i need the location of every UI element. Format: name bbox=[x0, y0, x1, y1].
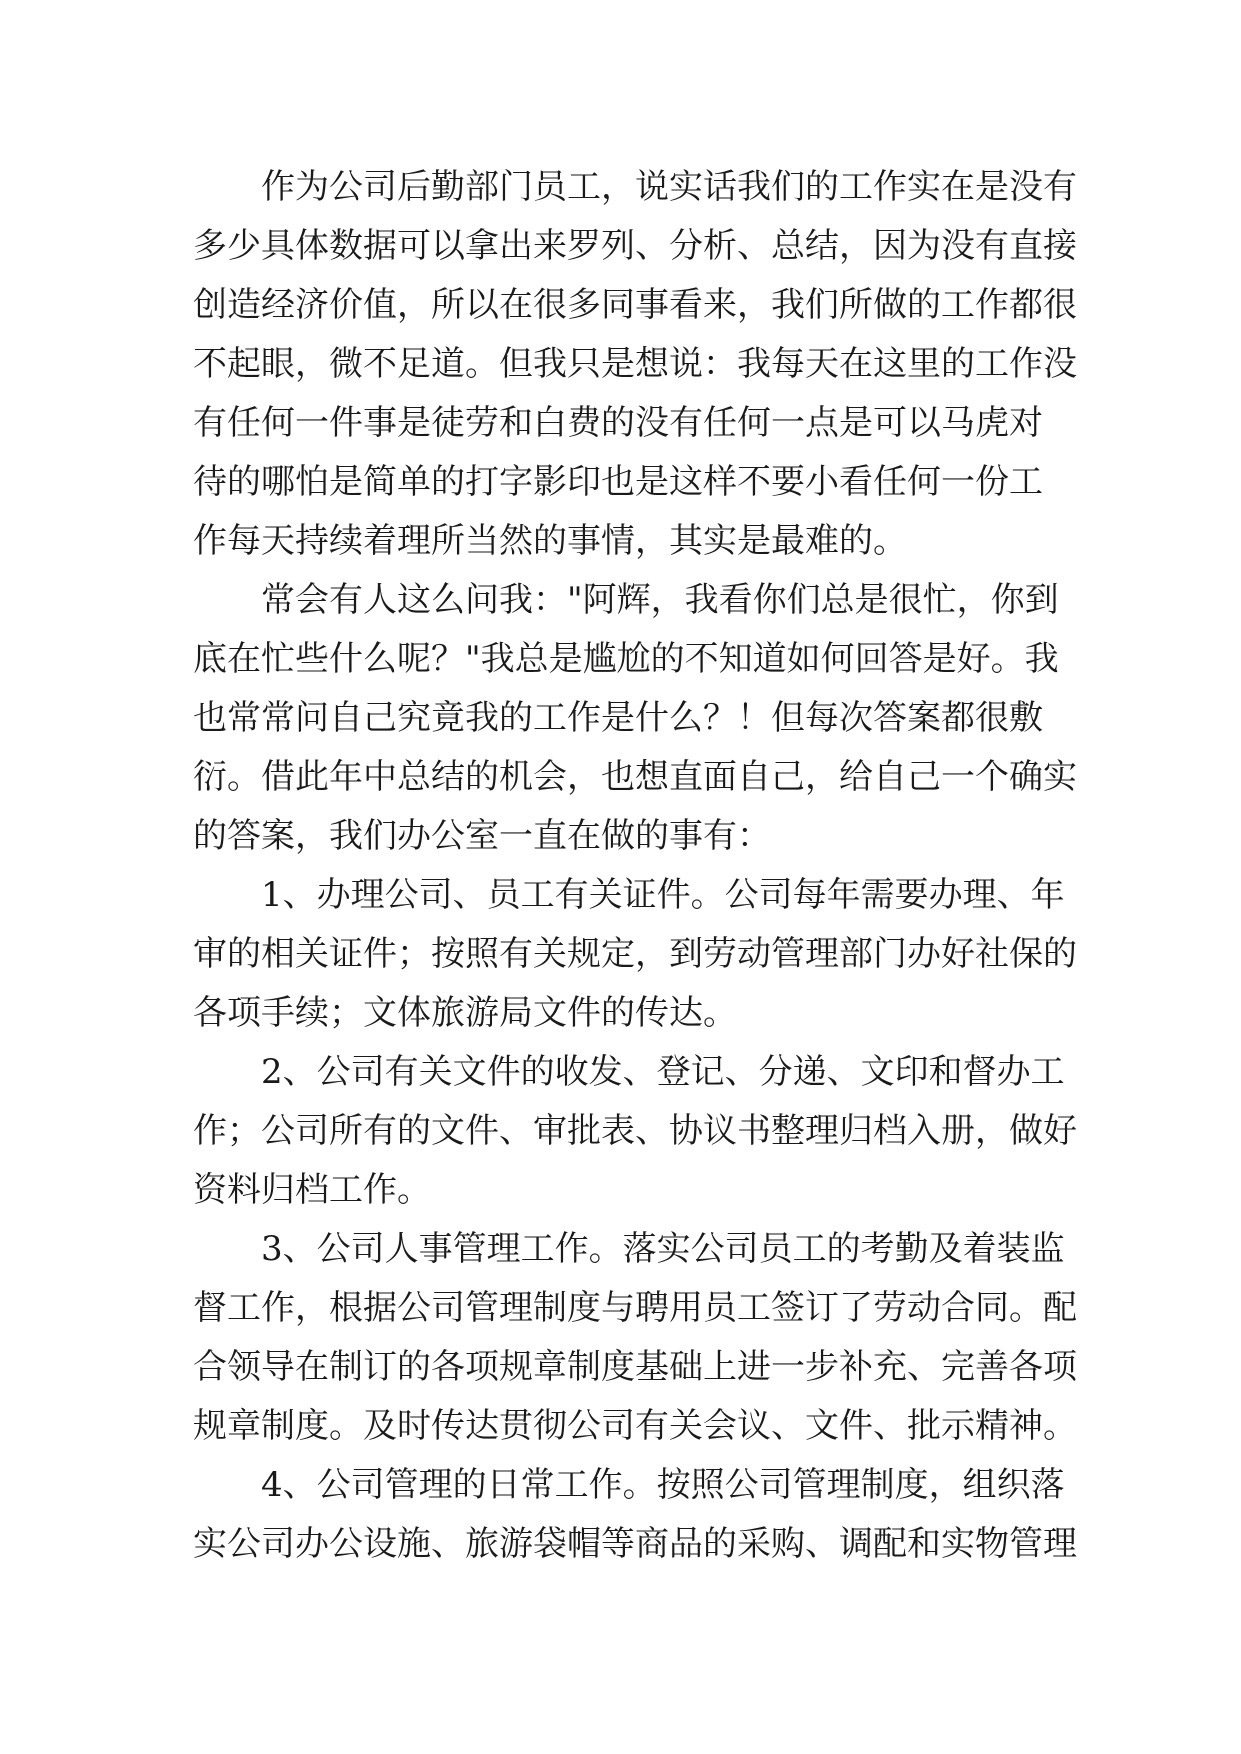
paragraph bbox=[193, 1043, 1077, 1220]
text-line: 创造经济价值，所以在很多同事看来，我们所做的工作都很 bbox=[193, 285, 1077, 325]
text-line: 督工作，根据公司管理制度与聘用员工签订了劳动合同。配 bbox=[193, 1288, 1077, 1328]
text-line: 2、公司有关文件的收发、登记、分递、文印和督办工 bbox=[193, 1052, 1065, 1092]
paragraph bbox=[193, 158, 1077, 571]
paragraph bbox=[193, 866, 1077, 1043]
text-line: 1、办理公司、员工有关证件。公司每年需要办理、年 bbox=[193, 875, 1065, 915]
text-line: 不起眼，微不足道。但我只是想说：我每天在这里的工作没 bbox=[193, 344, 1077, 384]
text-line: 也常常问自己究竟我的工作是什么？！但每次答案都很敷 bbox=[193, 698, 1043, 738]
text-line: 合领导在制订的各项规章制度基础上进一步补充、完善各项 bbox=[193, 1347, 1077, 1387]
text-line: 有任何一件事是徒劳和白费的没有任何一点是可以马虎对 bbox=[193, 403, 1043, 443]
text-line: 资料归档工作。 bbox=[193, 1170, 431, 1210]
text-line: 3、公司人事管理工作。落实公司员工的考勤及着装监 bbox=[193, 1229, 1065, 1269]
paragraph bbox=[193, 571, 1077, 866]
text-line: 的答案，我们办公室一直在做的事有： bbox=[193, 816, 771, 856]
text-line: 多少具体数据可以拿出来罗列、分析、总结，因为没有直接 bbox=[193, 226, 1077, 266]
text-line: 作；公司所有的文件、审批表、协议书整理归档入册，做好 bbox=[193, 1111, 1077, 1151]
text-line: 底在忙些什么呢？"我总是尴尬的不知道如何回答是好。我 bbox=[193, 639, 1059, 679]
text-line: 衍。借此年中总结的机会，也想直面自己，给自己一个确实 bbox=[193, 757, 1077, 797]
text-line: 规章制度。及时传达贯彻公司有关会议、文件、批示精神。 bbox=[193, 1406, 1077, 1446]
paragraph bbox=[193, 1220, 1077, 1456]
text-line: 4、公司管理的日常工作。按照公司管理制度，组织落 bbox=[193, 1465, 1065, 1505]
text-line: 待的哪怕是简单的打字影印也是这样不要小看任何一份工 bbox=[193, 462, 1043, 502]
text-line: 实公司办公设施、旅游袋帽等商品的采购、调配和实物管理 bbox=[193, 1524, 1077, 1564]
text-line: 各项手续；文体旅游局文件的传达。 bbox=[193, 993, 737, 1033]
text-line: 常会有人这么问我："阿辉，我看你们总是很忙，你到 bbox=[193, 580, 1059, 620]
text-line: 作每天持续着理所当然的事情，其实是最难的。 bbox=[193, 521, 907, 561]
paragraph bbox=[193, 1456, 1077, 1574]
text-line: 作为公司后勤部门员工，说实话我们的工作实在是没有 bbox=[193, 167, 1077, 207]
text-line: 审的相关证件；按照有关规定，到劳动管理部门办好社保的 bbox=[193, 934, 1077, 974]
document-body bbox=[193, 158, 1077, 1574]
